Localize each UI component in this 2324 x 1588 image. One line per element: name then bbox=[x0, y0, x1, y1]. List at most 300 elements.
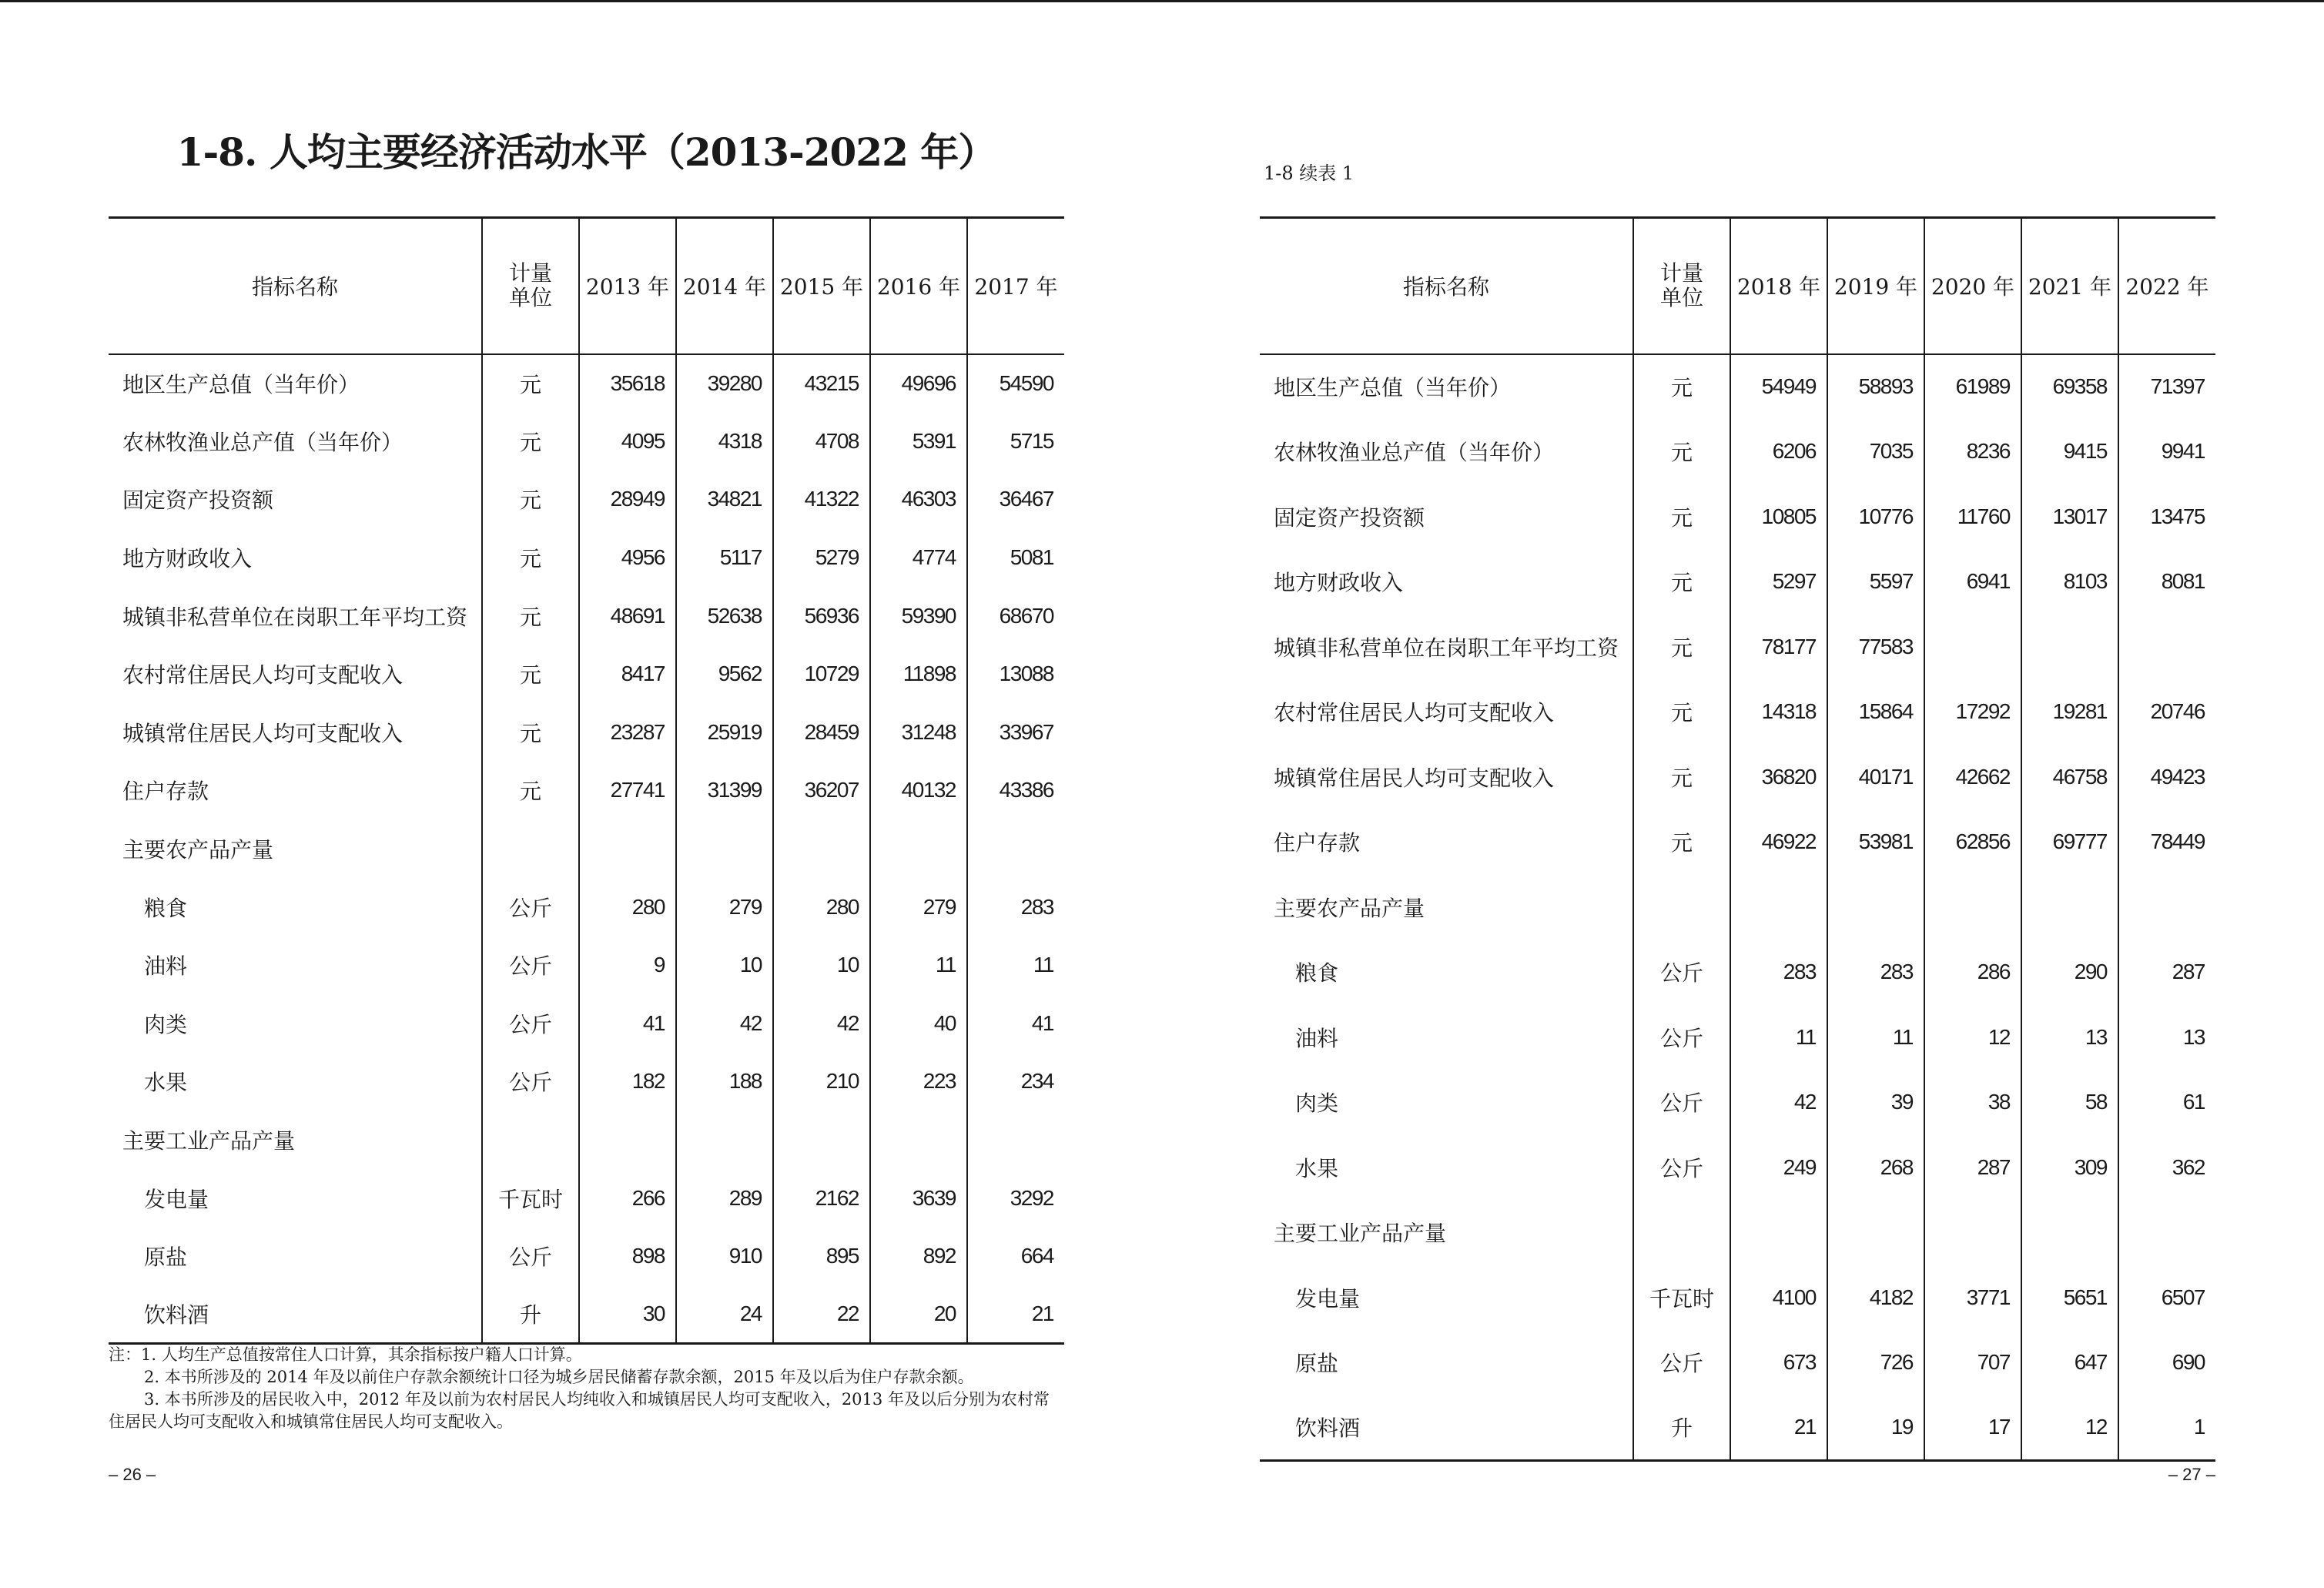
value-cell: 707 bbox=[1924, 1330, 2021, 1395]
value-cell bbox=[1924, 615, 2021, 680]
value-cell: 280 bbox=[773, 878, 870, 936]
value-cell bbox=[676, 1111, 773, 1169]
unit-cell: 元 bbox=[482, 587, 579, 645]
value-cell: 42 bbox=[773, 994, 870, 1053]
value-cell bbox=[579, 819, 676, 878]
value-cell: 15864 bbox=[1827, 679, 1924, 745]
value-cell: 77583 bbox=[1827, 615, 1924, 680]
value-cell bbox=[2021, 1200, 2118, 1265]
indicator-name: 原盐 bbox=[144, 1245, 188, 1271]
unit-cell: 元 bbox=[482, 354, 579, 413]
unit-cell: 元 bbox=[1633, 679, 1730, 745]
value-cell: 283 bbox=[967, 878, 1064, 936]
value-cell: 34821 bbox=[676, 471, 773, 529]
value-cell: 62856 bbox=[1924, 809, 2021, 875]
unit-cell: 元 bbox=[482, 703, 579, 762]
value-cell bbox=[1730, 1200, 1827, 1265]
table-row bbox=[109, 645, 1064, 703]
indicator-name: 城镇常住居民人均可支配收入 bbox=[122, 720, 404, 746]
value-cell: 69358 bbox=[2021, 354, 2118, 420]
value-cell: 4956 bbox=[579, 528, 676, 587]
unit-cell: 公斤 bbox=[482, 1227, 579, 1285]
value-cell: 42 bbox=[1730, 1070, 1827, 1135]
value-cell: 210 bbox=[773, 1053, 870, 1111]
value-cell: 46758 bbox=[2021, 745, 2118, 810]
value-cell bbox=[676, 819, 773, 878]
unit-cell: 公斤 bbox=[482, 1053, 579, 1111]
value-cell: 5715 bbox=[967, 412, 1064, 471]
table-row bbox=[1260, 875, 2215, 940]
unit-cell: 公斤 bbox=[1633, 1005, 1730, 1070]
value-cell: 21 bbox=[1730, 1395, 1827, 1461]
value-cell: 10776 bbox=[1827, 484, 1924, 550]
value-cell bbox=[967, 819, 1064, 878]
value-cell: 41 bbox=[579, 994, 676, 1053]
table-row bbox=[109, 819, 1064, 878]
value-cell: 4100 bbox=[1730, 1265, 1827, 1331]
value-cell: 13475 bbox=[2118, 484, 2215, 550]
value-cell: 188 bbox=[676, 1053, 773, 1111]
table-row bbox=[109, 994, 1064, 1053]
unit-cell: 公斤 bbox=[482, 878, 579, 936]
value-cell: 42 bbox=[676, 994, 773, 1053]
value-cell: 279 bbox=[676, 878, 773, 936]
value-cell: 31399 bbox=[676, 762, 773, 820]
value-cell: 8236 bbox=[1924, 419, 2021, 484]
table-row bbox=[109, 1169, 1064, 1228]
value-cell: 249 bbox=[1730, 1135, 1827, 1201]
unit-cell: 元 bbox=[1633, 615, 1730, 680]
value-cell bbox=[2118, 875, 2215, 940]
value-cell: 49696 bbox=[870, 354, 967, 413]
value-cell: 10 bbox=[676, 936, 773, 994]
value-cell: 280 bbox=[579, 878, 676, 936]
value-cell: 283 bbox=[1827, 940, 1924, 1005]
value-cell: 13 bbox=[2021, 1005, 2118, 1070]
value-cell bbox=[579, 1111, 676, 1169]
value-cell: 11760 bbox=[1924, 484, 2021, 550]
footnote bbox=[109, 1389, 1064, 1433]
value-cell: 5279 bbox=[773, 528, 870, 587]
value-cell: 4095 bbox=[579, 412, 676, 471]
header-year: 2016 年 bbox=[870, 218, 967, 354]
table-row bbox=[1260, 1265, 2215, 1331]
unit-cell: 元 bbox=[1633, 354, 1730, 420]
value-cell: 10 bbox=[773, 936, 870, 994]
table-row bbox=[109, 1053, 1064, 1111]
value-cell: 40 bbox=[870, 994, 967, 1053]
value-cell: 36467 bbox=[967, 471, 1064, 529]
value-cell: 8103 bbox=[2021, 549, 2118, 615]
unit-cell bbox=[1633, 1200, 1730, 1265]
table-row bbox=[109, 1227, 1064, 1285]
indicator-name: 住户存款 bbox=[1274, 830, 1361, 856]
table-header-row bbox=[1260, 218, 2215, 354]
value-cell: 40132 bbox=[870, 762, 967, 820]
value-cell: 4708 bbox=[773, 412, 870, 471]
indicator-name: 主要农产品产量 bbox=[1274, 895, 1425, 921]
value-cell: 182 bbox=[579, 1053, 676, 1111]
value-cell: 46922 bbox=[1730, 809, 1827, 875]
value-cell: 42662 bbox=[1924, 745, 2021, 810]
value-cell: 11 bbox=[1827, 1005, 1924, 1070]
value-cell: 895 bbox=[773, 1227, 870, 1285]
value-cell: 28949 bbox=[579, 471, 676, 529]
value-cell: 12 bbox=[1924, 1005, 2021, 1070]
continuation-label: 1-8 续表 1 bbox=[1264, 162, 1355, 184]
unit-cell: 元 bbox=[1633, 745, 1730, 810]
table-row bbox=[1260, 679, 2215, 745]
header-year: 2018 年 bbox=[1730, 218, 1827, 354]
indicator-name: 饮料酒 bbox=[1295, 1415, 1361, 1441]
value-cell: 48691 bbox=[579, 587, 676, 645]
value-cell: 58893 bbox=[1827, 354, 1924, 420]
value-cell: 266 bbox=[579, 1169, 676, 1228]
value-cell: 3639 bbox=[870, 1169, 967, 1228]
indicator-name: 主要工业产品产量 bbox=[1274, 1221, 1447, 1247]
table-row bbox=[109, 762, 1064, 820]
value-cell: 78177 bbox=[1730, 615, 1827, 680]
header-year: 2014 年 bbox=[676, 218, 773, 354]
data-table-2018-2022 bbox=[1260, 216, 2215, 1462]
table-row bbox=[109, 936, 1064, 994]
value-cell: 22 bbox=[773, 1285, 870, 1344]
table-row bbox=[109, 878, 1064, 936]
indicator-name: 农林牧渔业总产值（当年价） bbox=[122, 429, 404, 455]
unit-cell: 元 bbox=[482, 762, 579, 820]
unit-cell: 千瓦时 bbox=[1633, 1265, 1730, 1331]
value-cell: 289 bbox=[676, 1169, 773, 1228]
value-cell: 30 bbox=[579, 1285, 676, 1344]
header-unit-line1: 计量 bbox=[1659, 260, 1703, 286]
header-year: 2022 年 bbox=[2118, 218, 2215, 354]
value-cell: 61 bbox=[2118, 1070, 2215, 1135]
value-cell: 8081 bbox=[2118, 549, 2215, 615]
value-cell: 11898 bbox=[870, 645, 967, 703]
value-cell: 11 bbox=[967, 936, 1064, 994]
value-cell: 27741 bbox=[579, 762, 676, 820]
value-cell: 39280 bbox=[676, 354, 773, 413]
value-cell: 664 bbox=[967, 1227, 1064, 1285]
value-cell: 46303 bbox=[870, 471, 967, 529]
value-cell bbox=[870, 1111, 967, 1169]
value-cell: 13017 bbox=[2021, 484, 2118, 550]
unit-cell: 公斤 bbox=[1633, 1070, 1730, 1135]
value-cell: 6941 bbox=[1924, 549, 2021, 615]
value-cell: 6206 bbox=[1730, 419, 1827, 484]
table-row bbox=[109, 1111, 1064, 1169]
indicator-name: 原盐 bbox=[1295, 1351, 1339, 1377]
unit-cell: 元 bbox=[482, 412, 579, 471]
value-cell bbox=[773, 819, 870, 878]
value-cell bbox=[1730, 875, 1827, 940]
value-cell: 9941 bbox=[2118, 419, 2215, 484]
indicator-name: 农林牧渔业总产值（当年价） bbox=[1274, 440, 1555, 466]
value-cell bbox=[2118, 615, 2215, 680]
footnotes bbox=[109, 1344, 1064, 1433]
value-cell: 13088 bbox=[967, 645, 1064, 703]
table-row bbox=[1260, 745, 2215, 810]
indicator-name: 发电量 bbox=[144, 1186, 209, 1212]
table-row bbox=[109, 471, 1064, 529]
value-cell: 2162 bbox=[773, 1169, 870, 1228]
indicator-name: 水果 bbox=[144, 1070, 188, 1096]
indicator-name: 住户存款 bbox=[122, 779, 209, 805]
page-title: 1-8. 人均主要经济活动水平（2013-2022 年） bbox=[176, 129, 996, 175]
indicator-name: 地区生产总值（当年价） bbox=[122, 371, 360, 397]
table-row bbox=[1260, 419, 2215, 484]
value-cell: 54590 bbox=[967, 354, 1064, 413]
value-cell: 5391 bbox=[870, 412, 967, 471]
value-cell: 23287 bbox=[579, 703, 676, 762]
unit-cell: 元 bbox=[1633, 809, 1730, 875]
value-cell: 5081 bbox=[967, 528, 1064, 587]
indicator-name: 农村常住居民人均可支配收入 bbox=[122, 662, 404, 688]
value-cell: 78449 bbox=[2118, 809, 2215, 875]
footnote: 注：1. 人均生产总值按常住人口计算，其余指标按户籍人口计算。 bbox=[109, 1345, 582, 1364]
table-row bbox=[109, 703, 1064, 762]
header-unit-line2: 单位 bbox=[1659, 285, 1703, 311]
unit-cell: 元 bbox=[1633, 484, 1730, 550]
value-cell: 898 bbox=[579, 1227, 676, 1285]
unit-cell: 公斤 bbox=[1633, 1330, 1730, 1395]
value-cell: 13 bbox=[2118, 1005, 2215, 1070]
unit-cell: 公斤 bbox=[482, 936, 579, 994]
value-cell: 9562 bbox=[676, 645, 773, 703]
value-cell bbox=[2021, 875, 2118, 940]
value-cell: 19281 bbox=[2021, 679, 2118, 745]
indicator-name: 城镇非私营单位在岗职工年平均工资 bbox=[122, 604, 468, 630]
value-cell: 41 bbox=[967, 994, 1064, 1053]
indicator-name: 水果 bbox=[1295, 1155, 1339, 1181]
table-row bbox=[1260, 549, 2215, 615]
header-year: 2017 年 bbox=[967, 218, 1064, 354]
value-cell: 10729 bbox=[773, 645, 870, 703]
table-row bbox=[109, 1285, 1064, 1344]
indicator-name: 肉类 bbox=[1295, 1090, 1339, 1117]
value-cell: 287 bbox=[1924, 1135, 2021, 1201]
value-cell: 286 bbox=[1924, 940, 2021, 1005]
table-row bbox=[1260, 615, 2215, 680]
value-cell: 4318 bbox=[676, 412, 773, 471]
value-cell: 268 bbox=[1827, 1135, 1924, 1201]
value-cell: 25919 bbox=[676, 703, 773, 762]
indicator-name: 粮食 bbox=[1295, 960, 1339, 987]
indicator-name: 城镇常住居民人均可支配收入 bbox=[1274, 765, 1555, 791]
indicator-name: 农村常住居民人均可支配收入 bbox=[1274, 700, 1555, 726]
header-unit-line1: 计量 bbox=[508, 260, 552, 286]
value-cell: 61989 bbox=[1924, 354, 2021, 420]
value-cell: 28459 bbox=[773, 703, 870, 762]
value-cell: 41322 bbox=[773, 471, 870, 529]
value-cell: 17292 bbox=[1924, 679, 2021, 745]
table-row bbox=[109, 412, 1064, 471]
header-unit bbox=[482, 218, 579, 354]
value-cell: 69777 bbox=[2021, 809, 2118, 875]
header-unit bbox=[1633, 218, 1730, 354]
footnote-text: 3. 本书所涉及的居民收入中，2012 年及以前为农村居民人均纯收入和城镇居民人均可支配收入，2013 年及以后分别为农村常住居民人均可支配收入和城镇常住居民人均可支配收入。 bbox=[109, 1390, 1050, 1431]
table-body bbox=[1260, 354, 2215, 1461]
value-cell: 362 bbox=[2118, 1135, 2215, 1201]
unit-cell: 元 bbox=[1633, 419, 1730, 484]
value-cell: 49423 bbox=[2118, 745, 2215, 810]
value-cell: 54949 bbox=[1730, 354, 1827, 420]
header-year: 2021 年 bbox=[2021, 218, 2118, 354]
indicator-name: 主要农产品产量 bbox=[122, 837, 274, 863]
value-cell: 59390 bbox=[870, 587, 967, 645]
indicator-name: 固定资产投资额 bbox=[122, 487, 274, 514]
value-cell bbox=[1827, 875, 1924, 940]
table-row bbox=[109, 587, 1064, 645]
indicator-name: 地方财政收入 bbox=[122, 546, 253, 572]
unit-cell: 千瓦时 bbox=[482, 1169, 579, 1228]
table-row bbox=[1260, 1330, 2215, 1395]
indicator-name: 油料 bbox=[1295, 1025, 1339, 1051]
value-cell: 1 bbox=[2118, 1395, 2215, 1461]
header-year: 2013 年 bbox=[579, 218, 676, 354]
value-cell bbox=[2118, 1200, 2215, 1265]
table-row bbox=[1260, 809, 2215, 875]
value-cell: 726 bbox=[1827, 1330, 1924, 1395]
page-number: – 26 – bbox=[109, 1465, 156, 1484]
value-cell: 36820 bbox=[1730, 745, 1827, 810]
value-cell: 38 bbox=[1924, 1070, 2021, 1135]
table-row bbox=[109, 528, 1064, 587]
value-cell: 20746 bbox=[2118, 679, 2215, 745]
unit-cell: 公斤 bbox=[482, 994, 579, 1053]
value-cell: 279 bbox=[870, 878, 967, 936]
value-cell: 68670 bbox=[967, 587, 1064, 645]
value-cell: 290 bbox=[2021, 940, 2118, 1005]
unit-cell: 元 bbox=[482, 471, 579, 529]
value-cell: 6507 bbox=[2118, 1265, 2215, 1331]
value-cell: 33967 bbox=[967, 703, 1064, 762]
indicator-name: 发电量 bbox=[1295, 1285, 1361, 1312]
value-cell: 19 bbox=[1827, 1395, 1924, 1461]
table-row bbox=[1260, 1005, 2215, 1070]
value-cell: 283 bbox=[1730, 940, 1827, 1005]
unit-cell: 公斤 bbox=[1633, 940, 1730, 1005]
table-row bbox=[1260, 484, 2215, 550]
value-cell: 4182 bbox=[1827, 1265, 1924, 1331]
value-cell: 71397 bbox=[2118, 354, 2215, 420]
header-year: 2019 年 bbox=[1827, 218, 1924, 354]
value-cell: 3292 bbox=[967, 1169, 1064, 1228]
value-cell: 223 bbox=[870, 1053, 967, 1111]
value-cell bbox=[773, 1111, 870, 1169]
value-cell: 11 bbox=[1730, 1005, 1827, 1070]
unit-cell: 升 bbox=[482, 1285, 579, 1344]
value-cell: 21 bbox=[967, 1285, 1064, 1344]
header-year: 2020 年 bbox=[1924, 218, 2021, 354]
value-cell: 53981 bbox=[1827, 809, 1924, 875]
indicator-name: 固定资产投资额 bbox=[1274, 504, 1425, 531]
header-year: 2015 年 bbox=[773, 218, 870, 354]
unit-cell bbox=[482, 819, 579, 878]
value-cell: 12 bbox=[2021, 1395, 2118, 1461]
value-cell: 287 bbox=[2118, 940, 2215, 1005]
value-cell: 11 bbox=[870, 936, 967, 994]
top-border-line bbox=[0, 0, 2324, 2]
value-cell: 910 bbox=[676, 1227, 773, 1285]
value-cell: 56936 bbox=[773, 587, 870, 645]
indicator-name: 城镇非私营单位在岗职工年平均工资 bbox=[1274, 635, 1619, 661]
indicator-name: 肉类 bbox=[144, 1011, 188, 1037]
value-cell: 39 bbox=[1827, 1070, 1924, 1135]
unit-cell: 元 bbox=[1633, 549, 1730, 615]
value-cell: 892 bbox=[870, 1227, 967, 1285]
indicator-name: 饮料酒 bbox=[144, 1302, 209, 1328]
header-indicator-name: 指标名称 bbox=[1260, 218, 1633, 354]
value-cell: 7035 bbox=[1827, 419, 1924, 484]
value-cell: 3771 bbox=[1924, 1265, 2021, 1331]
value-cell bbox=[1827, 1200, 1924, 1265]
unit-cell: 元 bbox=[482, 645, 579, 703]
header-unit-line2: 单位 bbox=[508, 285, 552, 311]
header-indicator-name: 指标名称 bbox=[109, 218, 482, 354]
indicator-name: 油料 bbox=[144, 953, 188, 980]
value-cell: 673 bbox=[1730, 1330, 1827, 1395]
value-cell: 31248 bbox=[870, 703, 967, 762]
value-cell: 14318 bbox=[1730, 679, 1827, 745]
unit-cell bbox=[482, 1111, 579, 1169]
value-cell: 5651 bbox=[2021, 1265, 2118, 1331]
table-row bbox=[1260, 1135, 2215, 1201]
value-cell: 8417 bbox=[579, 645, 676, 703]
table-row bbox=[1260, 1200, 2215, 1265]
value-cell: 5297 bbox=[1730, 549, 1827, 615]
value-cell: 43215 bbox=[773, 354, 870, 413]
value-cell: 234 bbox=[967, 1053, 1064, 1111]
indicator-name: 地区生产总值（当年价） bbox=[1274, 375, 1512, 401]
table-row bbox=[1260, 354, 2215, 420]
value-cell: 17 bbox=[1924, 1395, 2021, 1461]
value-cell: 40171 bbox=[1827, 745, 1924, 810]
page-number: – 27 – bbox=[2168, 1465, 2215, 1484]
table-row bbox=[109, 354, 1064, 413]
unit-cell: 元 bbox=[482, 528, 579, 587]
unit-cell: 升 bbox=[1633, 1395, 1730, 1461]
value-cell: 10805 bbox=[1730, 484, 1827, 550]
value-cell bbox=[967, 1111, 1064, 1169]
value-cell: 9 bbox=[579, 936, 676, 994]
footnote: 2. 本书所涉及的 2014 年及以前住户存款余额统计口径为城乡居民储蓄存款余额，2015 年及以后为住户存款余额。 bbox=[144, 1368, 974, 1386]
value-cell bbox=[870, 819, 967, 878]
table-row bbox=[1260, 1070, 2215, 1135]
value-cell: 35618 bbox=[579, 354, 676, 413]
value-cell bbox=[2021, 615, 2118, 680]
value-cell: 9415 bbox=[2021, 419, 2118, 484]
unit-cell bbox=[1633, 875, 1730, 940]
value-cell: 58 bbox=[2021, 1070, 2118, 1135]
value-cell: 5117 bbox=[676, 528, 773, 587]
indicator-name: 主要工业产品产量 bbox=[122, 1128, 296, 1154]
value-cell: 647 bbox=[2021, 1330, 2118, 1395]
indicator-name: 地方财政收入 bbox=[1274, 570, 1404, 596]
value-cell bbox=[1924, 1200, 2021, 1265]
value-cell: 20 bbox=[870, 1285, 967, 1344]
value-cell bbox=[1924, 875, 2021, 940]
data-table-2013-2017 bbox=[109, 216, 1064, 1345]
table-row bbox=[1260, 940, 2215, 1005]
value-cell: 36207 bbox=[773, 762, 870, 820]
value-cell: 52638 bbox=[676, 587, 773, 645]
unit-cell: 公斤 bbox=[1633, 1135, 1730, 1201]
indicator-name: 粮食 bbox=[144, 895, 188, 921]
value-cell: 24 bbox=[676, 1285, 773, 1344]
value-cell: 43386 bbox=[967, 762, 1064, 820]
table-body bbox=[109, 354, 1064, 1344]
